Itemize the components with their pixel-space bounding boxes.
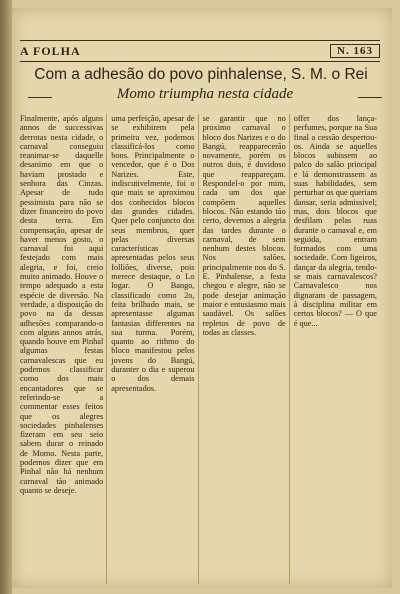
column-3: se garantir que no proximo carnaval o bloco dos Narizes e o do Bangú, reapparecerão novamente, porém os outros dois, é duvidoso que reappareçam. Respondel-o por mim, cada um dos que compõem aquelles blocos. Não estando tão certo, devemos a alegria das tardes durante o carnaval, de sem nenhum destes blocos. Nos salões, principalmente nos do S. E. Pinhalense, a festa chegou e alegre, não se pode desejar animação maior e entusiasmo mais saudável. Os salões repletos de povo de todas as classes. <box>203 114 290 584</box>
column-1: Finalmente, após alguns annos de successivas derrotas nesta cidade, o carnaval conseguiu reanimar-se daquelle desanimo em que o haviam prostado e senhora das Cinzas. Apesar de tudo pessimista para não se dizer financeiro do povo desta terra. Em compensação, apesar de haver menos gosto, o carnaval foi aqui festejado com mais alegria, e foi, creio muito animado. Houve o tempo adequado a esta espécie de diversão. Na verdade, a disposição do povo na da dessas adhesões comparando-o com alguns annos atrás, quando houve em Pinhal algumas festas carnavalescas que eu podemos classificar como dos mais encantadores que se referindo-se a commentar esses feitos que os alegres sociedades pinhalenses fizeram em seu seio sabem durar o reinado de Momo. Nesta parte, podemos dizer que em Pinhal não há nenhum carnaval tão animado quanto se deseje. <box>20 114 107 584</box>
masthead: A FOLHA <box>20 43 81 58</box>
column-4: offer dos lança-perfumes, porque na Sua final a cessão despertou-os. Ainda se aquelles blocos subissem ao palco do salão principal e lá demonstrassem as suas habilidades, sem perturbar os que queriam dansar, seria admissivel; mas, dois blocos que desfilam pelas ruas durante o carnaval e, em seguida, entram formados com uma sociedade. Com ligeiros, dançar da alegria, tendo-se mais carnavalescos? Carnavalesco nos dignaram de passagem, à disciplina militar em certos blocos? — O que é que... <box>293 114 377 328</box>
article-headline: Com a adhesão do povo pinhalense, S. M. o Rei <box>34 66 368 83</box>
issue-number: N. 163 <box>330 44 380 58</box>
article-body <box>20 114 380 584</box>
binding-edge <box>0 0 12 594</box>
article-subhead: Momo triumpha nesta cidade <box>60 86 350 108</box>
column-2: uma perfeição, apesar de se exhibirem pela primeira vez, podemos classificá-los como bons. Principalmente o vencedor, que é o Dos Narizes. Este, indiscutivelmente, foi o que mais se aproximou dos conhecidos blocos das grandes cidades. Quer pelo conjuncto dos seus membros, quer pelas diversas características apresentadas pelos seus folliões, diverse, pois merece destaque, o Lo logar. O Bango, classificado como 2o, feita brilhado mais, se apresentasse algumas fantasias differentes na sua turma. Porém, quanto ao rithmo do bloco manifestou pelos jovens do Bangú, duranter o dia e superou o dos demais apresentados. <box>111 114 198 584</box>
page-header <box>20 40 380 62</box>
